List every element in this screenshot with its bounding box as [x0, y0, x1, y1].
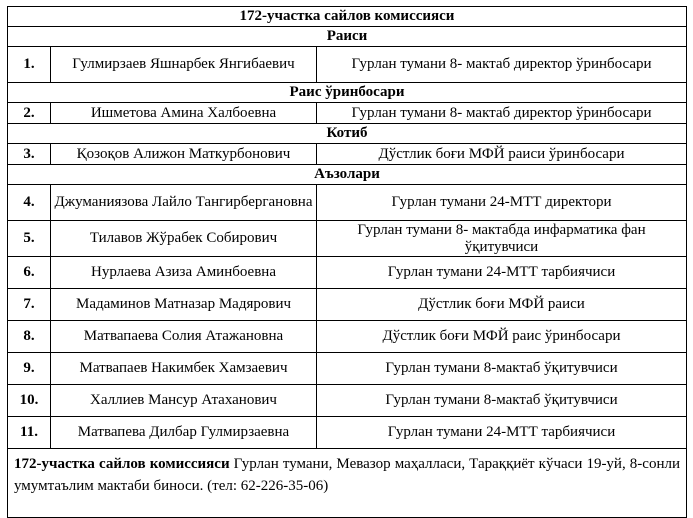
table-row	[8, 47, 687, 83]
table-row	[8, 257, 687, 289]
table-row	[8, 103, 687, 124]
member-position: Гурлан тумани 8- мактаб директор ўринбосари	[317, 103, 687, 124]
member-name: Матвапева Дилбар Гулмирзаевна	[51, 417, 317, 449]
row-number: 7.	[8, 289, 51, 321]
table-row	[8, 321, 687, 353]
row-number: 10.	[8, 385, 51, 417]
table-row	[8, 417, 687, 449]
table-row	[8, 385, 687, 417]
member-name: Джуманиязова Лайло Тангирбергановна	[51, 185, 317, 221]
member-position: Гурлан тумани 24-МТТ тарбиячиси	[317, 417, 687, 449]
member-name: Тилавов Жўрабек Собирович	[51, 221, 317, 257]
section-chair: Раиси	[8, 27, 687, 47]
row-number: 9.	[8, 353, 51, 385]
row-number: 8.	[8, 321, 51, 353]
member-position: Гурлан тумани 8-мактаб ўқитувчиси	[317, 385, 687, 417]
table-title: 172-участка сайлов комиссияси	[8, 7, 687, 27]
member-name: Ишметова Амина Халбоевна	[51, 103, 317, 124]
member-position: Гурлан тумани 8- мактабда инфарматика фан ўқитувчиси	[317, 221, 687, 257]
member-name: Матвапаев Накимбек Хамзаевич	[51, 353, 317, 385]
row-number: 5.	[8, 221, 51, 257]
member-position: Дўстлик боғи МФЙ раис ўринбосари	[317, 321, 687, 353]
member-name: Қозоқов Алижон Маткурбонович	[51, 144, 317, 165]
table-row	[8, 353, 687, 385]
member-position: Гурлан тумани 8- мактаб директор ўринбосари	[317, 47, 687, 83]
row-number: 1.	[8, 47, 51, 83]
member-position: Дўстлик боғи МФЙ раиси ўринбосари	[317, 144, 687, 165]
member-name: Мадаминов Матназар Мадярович	[51, 289, 317, 321]
section-members: Аъзолари	[8, 165, 687, 185]
commission-table	[7, 6, 687, 518]
table-row	[8, 185, 687, 221]
member-name: Матвапаева Солия Атажановна	[51, 321, 317, 353]
footer-station-label: 172-участка сайлов комиссияси	[14, 456, 230, 472]
member-name: Халлиев Мансур Атаханович	[51, 385, 317, 417]
member-position: Гурлан тумани 24-МТТ директори	[317, 185, 687, 221]
footer-address-text: Гурлан тумани, Мевазор маҳалласи, Тараққиёт кўчаси 19-уй, 8-сонли умумтаълим мактаби биноси. (тел: 62-226-35-06)	[14, 456, 680, 494]
row-number: 4.	[8, 185, 51, 221]
member-name: Гулмирзаев Яшнарбек Янгибаевич	[51, 47, 317, 83]
member-position: Гурлан тумани 24-МТТ тарбиячиси	[317, 257, 687, 289]
row-number: 2.	[8, 103, 51, 124]
row-number: 11.	[8, 417, 51, 449]
row-number: 6.	[8, 257, 51, 289]
table-row	[8, 221, 687, 257]
row-number: 3.	[8, 144, 51, 165]
member-position: Дўстлик боғи МФЙ раиси	[317, 289, 687, 321]
member-name: Нурлаева Азиза Аминбоевна	[51, 257, 317, 289]
section-secretary: Котиб	[8, 124, 687, 144]
polling-station-address	[8, 449, 687, 518]
member-position: Гурлан тумани 8-мактаб ўқитувчиси	[317, 353, 687, 385]
section-deputy: Раис ўринбосари	[8, 83, 687, 103]
table-row	[8, 289, 687, 321]
table-row	[8, 144, 687, 165]
